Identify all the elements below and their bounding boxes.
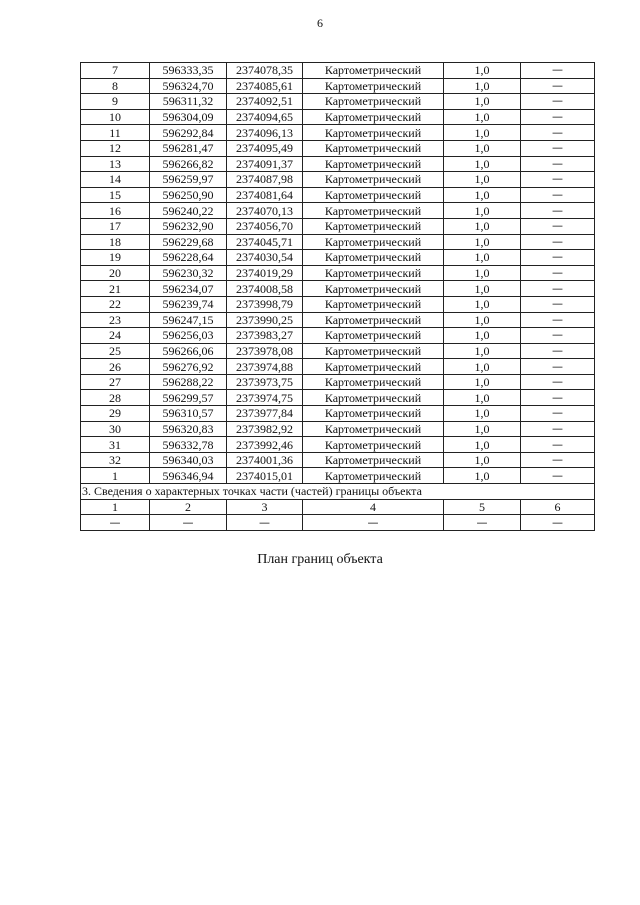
description-cell: — — [521, 94, 595, 110]
method-cell: Картометрический — [303, 94, 444, 110]
accuracy-cell: 1,0 — [444, 78, 521, 94]
accuracy-cell: 1,0 — [444, 374, 521, 390]
y-coordinate-cell: 2373990,25 — [227, 312, 303, 328]
point-number-cell: 26 — [81, 359, 150, 375]
table-row — [81, 343, 595, 359]
point-number-cell: 7 — [81, 63, 150, 79]
description-cell: — — [521, 187, 595, 203]
x-coordinate-cell: 596340,03 — [150, 452, 227, 468]
method-cell: Картометрический — [303, 218, 444, 234]
page-number: 6 — [317, 16, 323, 30]
table-row — [81, 63, 595, 79]
table-row — [81, 296, 595, 312]
description-cell: — — [521, 63, 595, 79]
y-coordinate-cell: 2373983,27 — [227, 328, 303, 344]
y-coordinate-cell: 2374094,65 — [227, 109, 303, 125]
point-number-cell: 32 — [81, 452, 150, 468]
point-number-cell: 1 — [81, 468, 150, 484]
x-coordinate-cell: 596304,09 — [150, 109, 227, 125]
table-row — [81, 234, 595, 250]
method-cell: Картометрический — [303, 140, 444, 156]
table-row — [81, 172, 595, 188]
table-row — [81, 78, 595, 94]
x-coordinate-cell: 596333,35 — [150, 63, 227, 79]
method-cell: Картометрический — [303, 156, 444, 172]
table-row — [81, 421, 595, 437]
point-number-cell: 24 — [81, 328, 150, 344]
table-row — [81, 406, 595, 422]
description-cell: — — [521, 203, 595, 219]
method-cell: Картометрический — [303, 296, 444, 312]
method-cell: Картометрический — [303, 125, 444, 141]
x-coordinate-cell: 596346,94 — [150, 468, 227, 484]
accuracy-cell: 1,0 — [444, 312, 521, 328]
x-coordinate-cell: 596310,57 — [150, 406, 227, 422]
table-row — [81, 312, 595, 328]
empty-cell: — — [521, 515, 595, 531]
section-3-title: 3. Сведения о характерных точках части (частей) границы объекта — [81, 484, 595, 500]
x-coordinate-cell: 596311,32 — [150, 94, 227, 110]
y-coordinate-cell: 2373978,08 — [227, 343, 303, 359]
point-number-cell: 15 — [81, 187, 150, 203]
accuracy-cell: 1,0 — [444, 156, 521, 172]
x-coordinate-cell: 596281,47 — [150, 140, 227, 156]
y-coordinate-cell: 2373973,75 — [227, 374, 303, 390]
description-cell: — — [521, 218, 595, 234]
header-cell: 1 — [81, 499, 150, 515]
description-cell: — — [521, 125, 595, 141]
table-row — [81, 94, 595, 110]
description-cell: — — [521, 109, 595, 125]
y-coordinate-cell: 2374096,13 — [227, 125, 303, 141]
method-cell: Картометрический — [303, 359, 444, 375]
accuracy-cell: 1,0 — [444, 452, 521, 468]
description-cell: — — [521, 250, 595, 266]
y-coordinate-cell: 2373974,88 — [227, 359, 303, 375]
point-number-cell: 25 — [81, 343, 150, 359]
table-row — [81, 359, 595, 375]
empty-cell: — — [150, 515, 227, 531]
x-coordinate-cell: 596332,78 — [150, 437, 227, 453]
table-row — [81, 125, 595, 141]
method-cell: Картометрический — [303, 187, 444, 203]
x-coordinate-cell: 596292,84 — [150, 125, 227, 141]
method-cell: Картометрический — [303, 328, 444, 344]
method-cell: Картометрический — [303, 468, 444, 484]
description-cell: — — [521, 312, 595, 328]
table-row — [81, 390, 595, 406]
point-number-cell: 23 — [81, 312, 150, 328]
x-coordinate-cell: 596288,22 — [150, 374, 227, 390]
empty-cell: — — [303, 515, 444, 531]
description-cell: — — [521, 234, 595, 250]
header-cell: 2 — [150, 499, 227, 515]
y-coordinate-cell: 2374030,54 — [227, 250, 303, 266]
method-cell: Картометрический — [303, 250, 444, 266]
point-number-cell: 13 — [81, 156, 150, 172]
method-cell: Картометрический — [303, 406, 444, 422]
accuracy-cell: 1,0 — [444, 125, 521, 141]
y-coordinate-cell: 2374008,58 — [227, 281, 303, 297]
empty-cell: — — [444, 515, 521, 531]
accuracy-cell: 1,0 — [444, 390, 521, 406]
y-coordinate-cell: 2374001,36 — [227, 452, 303, 468]
accuracy-cell: 1,0 — [444, 94, 521, 110]
method-cell: Картометрический — [303, 78, 444, 94]
x-coordinate-cell: 596276,92 — [150, 359, 227, 375]
y-coordinate-cell: 2374091,37 — [227, 156, 303, 172]
method-cell: Картометрический — [303, 203, 444, 219]
header-cell: 5 — [444, 499, 521, 515]
accuracy-cell: 1,0 — [444, 109, 521, 125]
accuracy-cell: 1,0 — [444, 218, 521, 234]
accuracy-cell: 1,0 — [444, 468, 521, 484]
section-3-empty-row — [81, 515, 595, 531]
accuracy-cell: 1,0 — [444, 406, 521, 422]
y-coordinate-cell: 2373974,75 — [227, 390, 303, 406]
x-coordinate-cell: 596232,90 — [150, 218, 227, 234]
accuracy-cell: 1,0 — [444, 343, 521, 359]
description-cell: — — [521, 468, 595, 484]
accuracy-cell: 1,0 — [444, 63, 521, 79]
table-row — [81, 374, 595, 390]
y-coordinate-cell: 2374019,29 — [227, 265, 303, 281]
point-number-cell: 20 — [81, 265, 150, 281]
description-cell: — — [521, 343, 595, 359]
x-coordinate-cell: 596239,74 — [150, 296, 227, 312]
point-number-cell: 21 — [81, 281, 150, 297]
point-number-cell: 12 — [81, 140, 150, 156]
method-cell: Картометрический — [303, 265, 444, 281]
accuracy-cell: 1,0 — [444, 187, 521, 203]
point-number-cell: 10 — [81, 109, 150, 125]
y-coordinate-cell: 2374081,64 — [227, 187, 303, 203]
table-row — [81, 156, 595, 172]
table-row — [81, 281, 595, 297]
x-coordinate-cell: 596299,57 — [150, 390, 227, 406]
description-cell: — — [521, 406, 595, 422]
method-cell: Картометрический — [303, 109, 444, 125]
accuracy-cell: 1,0 — [444, 140, 521, 156]
table-row — [81, 468, 595, 484]
empty-cell: — — [81, 515, 150, 531]
accuracy-cell: 1,0 — [444, 421, 521, 437]
table-row — [81, 187, 595, 203]
description-cell: — — [521, 296, 595, 312]
y-coordinate-cell: 2374015,01 — [227, 468, 303, 484]
description-cell: — — [521, 390, 595, 406]
table-row — [81, 140, 595, 156]
point-number-cell: 18 — [81, 234, 150, 250]
x-coordinate-cell: 596259,97 — [150, 172, 227, 188]
header-cell: 4 — [303, 499, 444, 515]
plan-title: План границ объекта — [257, 552, 383, 567]
x-coordinate-cell: 596324,70 — [150, 78, 227, 94]
x-coordinate-cell: 596240,22 — [150, 203, 227, 219]
point-number-cell: 8 — [81, 78, 150, 94]
point-number-cell: 19 — [81, 250, 150, 266]
method-cell: Картометрический — [303, 281, 444, 297]
accuracy-cell: 1,0 — [444, 328, 521, 344]
y-coordinate-cell: 2374070,13 — [227, 203, 303, 219]
point-number-cell: 31 — [81, 437, 150, 453]
empty-cell: — — [227, 515, 303, 531]
description-cell: — — [521, 452, 595, 468]
y-coordinate-cell: 2373998,79 — [227, 296, 303, 312]
accuracy-cell: 1,0 — [444, 172, 521, 188]
x-coordinate-cell: 596234,07 — [150, 281, 227, 297]
y-coordinate-cell: 2374087,98 — [227, 172, 303, 188]
description-cell: — — [521, 78, 595, 94]
method-cell: Картометрический — [303, 452, 444, 468]
y-coordinate-cell: 2373992,46 — [227, 437, 303, 453]
x-coordinate-cell: 596266,06 — [150, 343, 227, 359]
y-coordinate-cell: 2374078,35 — [227, 63, 303, 79]
x-coordinate-cell: 596256,03 — [150, 328, 227, 344]
header-cell: 3 — [227, 499, 303, 515]
point-number-cell: 22 — [81, 296, 150, 312]
point-number-cell: 30 — [81, 421, 150, 437]
point-number-cell: 17 — [81, 218, 150, 234]
description-cell: — — [521, 374, 595, 390]
accuracy-cell: 1,0 — [444, 281, 521, 297]
x-coordinate-cell: 596250,90 — [150, 187, 227, 203]
table-row — [81, 109, 595, 125]
y-coordinate-cell: 2374045,71 — [227, 234, 303, 250]
method-cell: Картометрический — [303, 234, 444, 250]
accuracy-cell: 1,0 — [444, 437, 521, 453]
description-cell: — — [521, 172, 595, 188]
table-row — [81, 328, 595, 344]
point-number-cell: 14 — [81, 172, 150, 188]
description-cell: — — [521, 421, 595, 437]
point-number-cell: 16 — [81, 203, 150, 219]
x-coordinate-cell: 596320,83 — [150, 421, 227, 437]
description-cell: — — [521, 359, 595, 375]
point-number-cell: 11 — [81, 125, 150, 141]
point-number-cell: 28 — [81, 390, 150, 406]
point-number-cell: 29 — [81, 406, 150, 422]
method-cell: Картометрический — [303, 172, 444, 188]
method-cell: Картометрический — [303, 390, 444, 406]
method-cell: Картометрический — [303, 421, 444, 437]
section-3-header-row — [81, 499, 595, 515]
accuracy-cell: 1,0 — [444, 234, 521, 250]
section-3 — [81, 484, 595, 531]
y-coordinate-cell: 2373977,84 — [227, 406, 303, 422]
method-cell: Картометрический — [303, 63, 444, 79]
header-cell: 6 — [521, 499, 595, 515]
table-row — [81, 218, 595, 234]
table-body — [81, 63, 595, 484]
boundary-points-table — [80, 62, 595, 531]
section-3-title-row — [81, 484, 595, 500]
table-row — [81, 250, 595, 266]
y-coordinate-cell: 2374056,70 — [227, 218, 303, 234]
description-cell: — — [521, 437, 595, 453]
method-cell: Картометрический — [303, 312, 444, 328]
x-coordinate-cell: 596228,64 — [150, 250, 227, 266]
description-cell: — — [521, 140, 595, 156]
table-row — [81, 437, 595, 453]
method-cell: Картометрический — [303, 343, 444, 359]
method-cell: Картометрический — [303, 437, 444, 453]
accuracy-cell: 1,0 — [444, 250, 521, 266]
y-coordinate-cell: 2374085,61 — [227, 78, 303, 94]
description-cell: — — [521, 265, 595, 281]
table-row — [81, 452, 595, 468]
point-number-cell: 27 — [81, 374, 150, 390]
description-cell: — — [521, 328, 595, 344]
table-row — [81, 265, 595, 281]
description-cell: — — [521, 156, 595, 172]
accuracy-cell: 1,0 — [444, 203, 521, 219]
table-row — [81, 203, 595, 219]
method-cell: Картометрический — [303, 374, 444, 390]
x-coordinate-cell: 596247,15 — [150, 312, 227, 328]
y-coordinate-cell: 2374095,49 — [227, 140, 303, 156]
x-coordinate-cell: 596266,82 — [150, 156, 227, 172]
y-coordinate-cell: 2374092,51 — [227, 94, 303, 110]
x-coordinate-cell: 596229,68 — [150, 234, 227, 250]
accuracy-cell: 1,0 — [444, 359, 521, 375]
accuracy-cell: 1,0 — [444, 296, 521, 312]
x-coordinate-cell: 596230,32 — [150, 265, 227, 281]
accuracy-cell: 1,0 — [444, 265, 521, 281]
description-cell: — — [521, 281, 595, 297]
point-number-cell: 9 — [81, 94, 150, 110]
y-coordinate-cell: 2373982,92 — [227, 421, 303, 437]
